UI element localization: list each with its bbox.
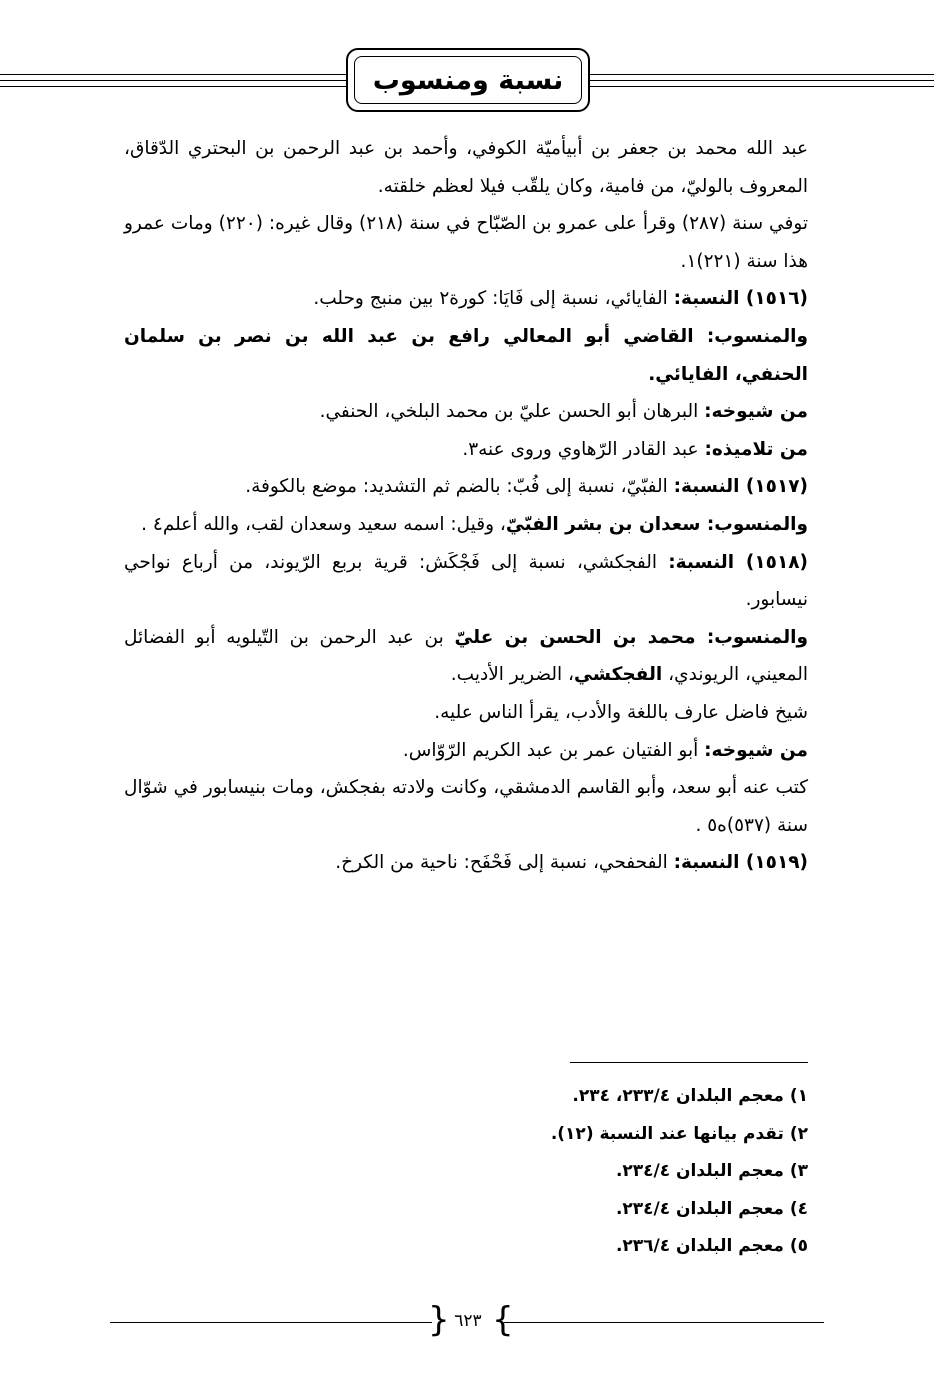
- left-brace-icon: {: [428, 1300, 450, 1340]
- paragraph: [124, 280, 808, 318]
- text-segment: عبد القادر الرّهاوي وروى عنه٣.: [462, 438, 705, 460]
- bold-text: (١٥١٧): [739, 476, 808, 498]
- footnote-separator: [570, 1062, 808, 1063]
- text-segment: ، وقيل: اسمه سعيد وسعدان لقب، والله أعلم٤ .: [141, 513, 506, 535]
- header-rule-right-bottom: [590, 86, 934, 87]
- paragraph: [124, 769, 808, 844]
- text-segment: عبد الله محمد بن جعفر بن أبيأميّة الكوفي، وأحمد بن عبد الرحمن بن البحتري الدّقاق، المعروف بالوليّ، من فامية، وكان يلقّب فيلا لعظم خلقته.: [124, 138, 808, 197]
- header-rule-right-middle: [590, 80, 934, 81]
- header-rule-left-middle: [0, 80, 346, 81]
- paragraph: [124, 732, 808, 770]
- bold-text: النسبة:: [668, 551, 735, 573]
- title-frame: [346, 48, 590, 112]
- bold-text: من شيوخه:: [704, 401, 808, 423]
- paragraph: [124, 205, 808, 280]
- footnotes: [124, 1078, 808, 1266]
- text-segment: الفبّيّ، نسبة إلى فُبّ: بالضم ثم التشديد: موضع بالكوفة.: [245, 476, 674, 498]
- paragraph: [124, 130, 808, 205]
- bold-text: والمنسوب: محمد بن الحسن بن عليّ: [454, 626, 808, 648]
- paragraph: [124, 468, 808, 506]
- bold-text: النسبة:: [673, 476, 740, 498]
- text-segment: أبو الفتيان عمر بن عبد الكريم الرّوّاس.: [402, 739, 705, 761]
- footnote: ٥) معجم البلدان ٢٣٦/٤.: [615, 1236, 808, 1256]
- footer-rule-right: [504, 1322, 824, 1323]
- bold-text: والمنسوب: القاضي أبو المعالي رافع بن عبد الله بن نصر بن سلمان الحنفي، الفايائي.: [124, 325, 808, 385]
- bold-text: (١٥١٦): [739, 288, 808, 310]
- page-title: نسبة ومنسوب: [354, 56, 582, 104]
- footnote: ٣) معجم البلدان ٢٣٤/٤.: [615, 1161, 808, 1181]
- paragraph: [124, 844, 808, 882]
- paragraph: [124, 318, 808, 393]
- bold-text: والمنسوب: سعدان بن بشر الفبّيّ: [505, 513, 808, 535]
- page-number: ٦٢٣: [454, 1311, 482, 1331]
- header-rule-left-top: [0, 74, 346, 75]
- bold-text: (١٥١٩): [739, 852, 808, 874]
- bold-text: الفجكشي: [574, 664, 663, 686]
- bold-text: النسبة:: [673, 288, 740, 310]
- page-header: [0, 48, 934, 120]
- bold-text: (١٥١٨): [734, 551, 808, 573]
- bold-text: من تلاميذه:: [704, 438, 808, 460]
- footnote: ١) معجم البلدان ٢٣٣/٤، ٢٣٤.: [572, 1086, 808, 1106]
- text-segment: بن عبد الرحمن بن التّيلويه أبو الفضائل المعيني، الريوندي،: [124, 626, 808, 686]
- text-segment: شيخ فاضل عارف باللغة والأدب، يقرأ الناس عليه.: [434, 701, 808, 723]
- footnote: ٢) تقدم بيانها عند النسبة (١٢).: [550, 1123, 808, 1144]
- paragraph: [124, 393, 808, 431]
- text-segment: الفحفحي، نسبة إلى فَحْفَح: ناحية من الكرخ.: [335, 852, 674, 874]
- paragraph: [124, 694, 808, 732]
- text-segment: كتب عنه أبو سعد، وأبو القاسم الدمشقي، وكانت ولادته بفجكش، ومات بنيسابور في شوّال سنة (٥٣٧)ه٥ .: [124, 777, 808, 836]
- text-segment: البرهان أبو الحسن عليّ بن محمد البلخي، الحنفي.: [319, 401, 705, 423]
- footer-rule-left: [110, 1322, 432, 1323]
- text-segment: توفي سنة (٢٨٧) وقرأ على عمرو بن الصّبّاح في سنة (٢١٨) وقال غيره: (٢٢٠) ومات عمرو هذا سنة (٢٢١)١.: [124, 213, 809, 272]
- header-rule-left-bottom: [0, 86, 346, 87]
- paragraph: [124, 544, 808, 619]
- footnote: ٤) معجم البلدان ٢٣٤/٤.: [615, 1198, 808, 1219]
- right-brace-icon: }: [492, 1300, 514, 1340]
- paragraph: [124, 431, 808, 469]
- text-segment: الفجكشي، نسبة إلى فَجْكَش: قرية بربع الرّيوند، من أرباع نواحي نيسابور.: [124, 551, 808, 611]
- text-segment: ، الضرير الأديب.: [450, 664, 575, 686]
- paragraph: [124, 619, 808, 694]
- page-number-area: [0, 1300, 934, 1340]
- text-segment: الفايائي، نسبة إلى فَايَا: كورة٢ بين منبج وحلب.: [313, 288, 674, 310]
- paragraph: [124, 506, 808, 544]
- body-text: [124, 130, 808, 882]
- header-rule-right-top: [590, 74, 934, 75]
- bold-text: من شيوخه:: [704, 739, 808, 761]
- bold-text: النسبة:: [673, 852, 740, 874]
